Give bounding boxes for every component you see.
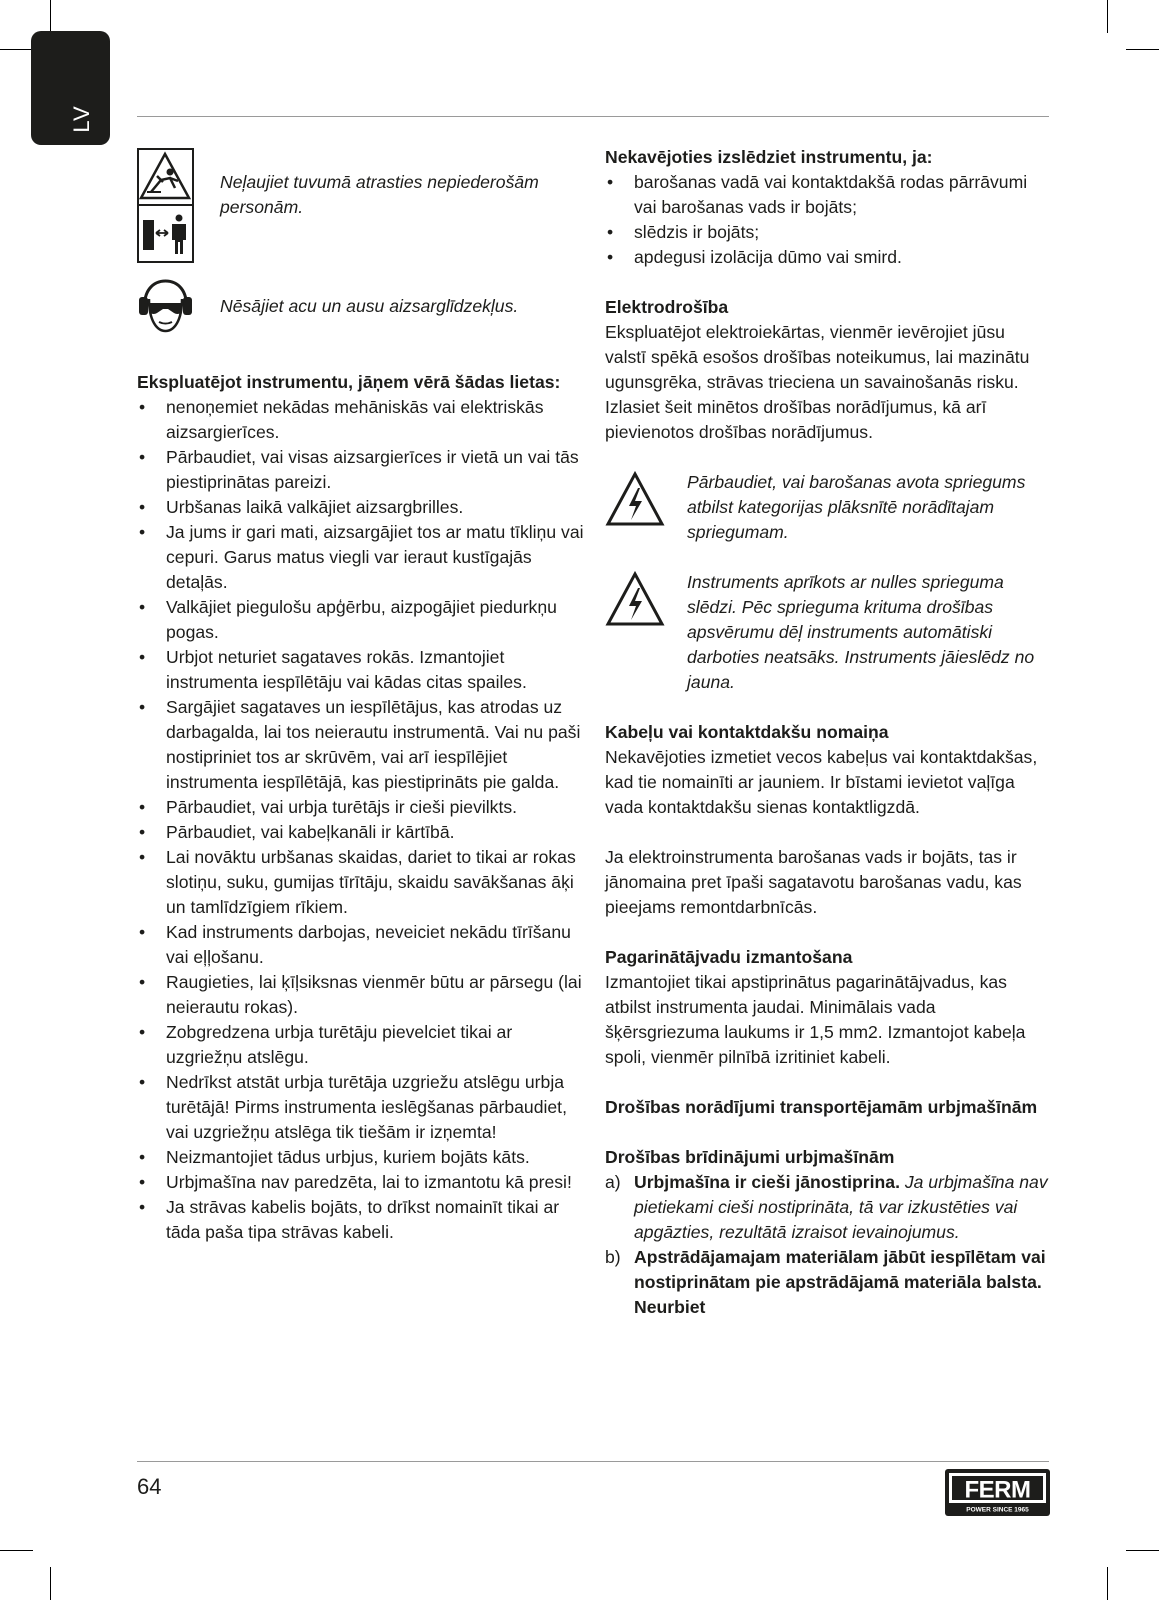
list-item: • Pārbaudiet, vai visas aizsargierīces ir vietā un vai tās piestiprinātas pareizi. [137, 445, 589, 495]
crop-mark [0, 49, 33, 50]
list-item: • Raugieties, lai ķīļsiksnas vienmēr būtu ar pārsegu (lai neierautu rokas). [137, 970, 589, 1020]
list-item: • Kad instruments darbojas, neveiciet nekādu tīrīšanu vai eļļošanu. [137, 920, 589, 970]
list-item: • nenoņemiet nekādas mehāniskās vai elektriskās aizsargierīces. [137, 395, 589, 445]
list-item: • Ja strāvas kabelis bojāts, to drīkst nomainīt tikai ar tāda paša tipa strāvas kabeli. [137, 1195, 589, 1245]
switch-off-list [605, 170, 1049, 270]
operation-heading: Ekspluatējot instrumentu, jāņem vērā šādas lietas: [137, 372, 561, 392]
operation-list [137, 395, 589, 1245]
high-voltage-icon [605, 470, 665, 530]
language-code: LV [69, 105, 94, 133]
list-item: • Neizmantojiet tādus urbjus, kuriem bojāts kāts. [137, 1145, 589, 1170]
bystander-caption: Neļaujiet tuvumā atrasties nepiederošām personām. [220, 172, 539, 217]
bystander-warning-icon [137, 148, 194, 263]
svg-text:FERM: FERM [964, 1476, 1031, 1504]
list-item-italic: Ja urbjmašīna nav pietiekami cieši nostiprināta, tā var izkustēties vai apgāzties, rezultātā izraisot ievainojumus. [634, 1172, 1048, 1242]
crop-mark [0, 1550, 33, 1551]
list-item: • Pārbaudiet, vai kabeļkanāli ir kārtībā. [137, 820, 589, 845]
right-column [605, 145, 1049, 1320]
crop-mark [1126, 49, 1159, 50]
cable-replacement-text: Nekavējoties izmetiet vecos kabeļus vai kontaktdakšas, kad tie nomainīti ar jauniem. Ir bīstami ievietot vaļīga vada kontaktdakšu sienas kontaktligzdā. [605, 747, 1038, 817]
list-marker: b) [605, 1247, 621, 1267]
list-marker: a) [605, 1172, 621, 1192]
list-item: • Valkājiet piegulošu apģērbu, aizpogājiet piedurkņu pogas. [137, 595, 589, 645]
crop-mark [1107, 0, 1108, 33]
top-rule [137, 116, 1049, 117]
bystander-icon-group [137, 148, 194, 263]
list-item: • slēdzis ir bojāts; [605, 220, 1049, 245]
list-item: • Urbjot neturiet sagataves rokās. Izmantojiet instrumenta iespīlētāju vai kādas citas spailes. [137, 645, 589, 695]
voltage-warning [605, 470, 1049, 545]
language-tab [31, 31, 110, 145]
list-item: • Sargājiet sagataves un iespīlētājus, kas atrodas uz darbagalda, lai tos neierautu instrumentā. Vai nu paši nostipriniet tos ar skrūvēm, vai arī iespīlējiet instrumenta iespīlētājā, kas piestiprināts pie galda. [137, 695, 589, 795]
eye-ear-protection-caption: Nēsājiet acu un ausu aizsarglīdzekļus. [220, 296, 519, 316]
no-volt-switch-warning [605, 570, 1049, 695]
list-item: • Lai novāktu urbšanas skaidas, dariet to tikai ar rokas slotiņu, suku, gumijas tīrītāju, skaidu savākšanas āķi un tamlīdzīgiem rīkiem. [137, 845, 589, 920]
list-item [605, 1245, 1049, 1320]
list-item: • Nedrīkst atstāt urbja turētāja uzgriežu atslēgu urbja turētājā! Pirms instrumenta ieslēgšanas pārbaudiet, vai uzgriežņu atslēga tik tiešām ir izņemta! [137, 1070, 589, 1145]
drill-warnings-heading: Drošības brīdinājumi urbjmašīnām [605, 1147, 895, 1167]
list-item: • Urbjmašīna nav paredzēta, lai to izmantotu kā presi! [137, 1170, 589, 1195]
list-item-bold: Apstrādājamajam materiālam jābūt iespīlētam vai nostiprinātam pie apstrādājamā materiāla balsta. Neurbiet [634, 1247, 1046, 1317]
drill-warnings-list [605, 1170, 1049, 1320]
svg-text:POWER SINCE 1965: POWER SINCE 1965 [966, 1506, 1029, 1514]
cable-replacement-heading: Kabeļu vai kontaktdakšu nomaiņa [605, 722, 889, 742]
list-item: • Ja jums ir gari mati, aizsargājiet tos ar matu tīkliņu vai cepuri. Garus matus viegli var ieraut kustīgajās detaļās. [137, 520, 589, 595]
crop-mark [50, 1567, 51, 1600]
list-item: • apdegusi izolācija dūmo vai smird. [605, 245, 1049, 270]
electric-safety-text: Ekspluatējot elektroiekārtas, vienmēr ievērojiet jūsu valstī spēkā esošos drošības noteikumus, lai mazinātu ugunsgrēka, strāvas trieciena un savainošanās risku. Izlasiet šeit minētos drošības norādījumus, kā arī pievienotos drošības norādījumus. [605, 322, 1030, 442]
electric-safety-heading: Elektrodrošība [605, 297, 729, 317]
list-item-bold: Urbjmašīna ir cieši jānostiprina. [634, 1172, 900, 1192]
voltage-warning-text: Pārbaudiet, vai barošanas avota spriegums atbilst kategorijas plāksnītē norādītajam spriegumam. [687, 472, 1026, 542]
page-number: 64 [137, 1474, 162, 1499]
left-column [137, 370, 589, 1245]
transport-drill-heading: Drošības norādījumi transportējamām urbjmašīnām [605, 1097, 1038, 1117]
ferm-logo [945, 1469, 1050, 1516]
extension-cable-heading: Pagarinātājvadu izmantošana [605, 947, 853, 967]
crop-mark [1126, 1550, 1159, 1551]
list-item [605, 1170, 1049, 1245]
list-item: • barošanas vadā vai kontaktdakšā rodas pārrāvumi vai barošanas vads ir bojāts; [605, 170, 1049, 220]
cable-damaged-text: Ja elektroinstrumenta barošanas vads ir bojāts, tas ir jānomaina pret īpaši sagatavotu barošanas vadu, kas pieejams remontdarbnīcās. [605, 847, 1022, 917]
eye-ear-protection-icon [137, 277, 194, 334]
no-volt-switch-text: Instruments aprīkots ar nulles sprieguma slēdzi. Pēc sprieguma krituma drošības apsvērumu dēļ instruments automātiski darboties neatsāks. Instruments jāieslēdz no jauna. [687, 572, 1035, 692]
eye-ear-protection-icon-group [137, 277, 194, 334]
high-voltage-icon [605, 570, 665, 630]
list-item: • Zobgredzena urbja turētāju pievelciet tikai ar uzgriežņu atslēgu. [137, 1020, 589, 1070]
extension-cable-text: Izmantojiet tikai apstiprinātus pagarinātājvadus, kas atbilst instrumenta jaudai. Minimālais vada šķērsgriezuma laukums ir 1,5 mm2. Izmantojot kabeļa spoli, vienmēr pilnībā izritiniet kabeli. [605, 972, 1026, 1067]
crop-mark [1107, 1567, 1108, 1600]
bottom-rule [137, 1461, 1049, 1462]
crop-mark [50, 0, 51, 33]
switch-off-heading: Nekavējoties izslēdziet instrumentu, ja: [605, 147, 933, 167]
list-item: • Urbšanas laikā valkājiet aizsargbrilles. [137, 495, 589, 520]
list-item: • Pārbaudiet, vai urbja turētājs ir cieši pievilkts. [137, 795, 589, 820]
